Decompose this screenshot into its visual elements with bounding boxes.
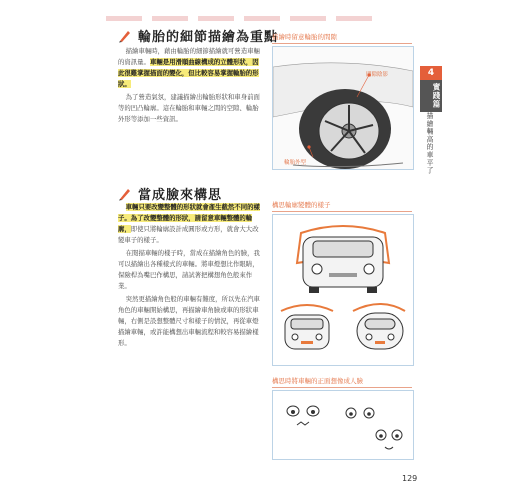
section-title-2 (118, 184, 222, 203)
pen-icon (118, 187, 132, 201)
callout-tire-shape: 輪胎外型 (284, 160, 307, 166)
tire-illustration (272, 46, 414, 170)
highlighted-text: 車輛只要改變整體的形狀就會產生截然不同的樣子。為了改變整體的形狀，請留意車輛整體的輪廓， (118, 203, 260, 233)
page-number: 129 (402, 474, 418, 483)
figure-label-2: 構思輪廓變體的樣子 (272, 200, 412, 212)
section-title-1 (118, 26, 278, 45)
paragraph: 描繪車輛時，藉由輪胎的細節描繪就可營造車輛的資訊量。車輛是用滑順曲線構成的立體形狀，因此很難掌握描面的變化，但比較容易掌握輪胎的形狀。 (118, 47, 260, 88)
paragraph: 在閱描車輛的樣子時，當成在描繪角色的臉，我可以描繪出各種樣式的車輛。將車燈想比作眼睛，保險桿為嘴巴作構思，請試著把構想角色般來作業。 (118, 249, 260, 290)
section-title-2-text: 當成臉來構思 (138, 188, 223, 203)
paragraph: 車輛只要改變整體的形狀就會產生截然不同的樣子。為了改變整體的形狀，請留意車輛整體的輪廓，即使只將輪廓設計成圓形或方形，就會大大改變車子的樣子。 (118, 203, 260, 244)
car-face-illustration (272, 390, 414, 460)
section2-body (118, 202, 260, 351)
highlighted-text: 車輛是用滑順曲線構成的立體形狀，因此很難掌握描面的變化，但比較容易掌握輪胎的形狀。 (118, 58, 259, 88)
chapter-number: 4 (420, 66, 442, 80)
top-decoration-bar (106, 6, 420, 11)
car-silhouette-illustration (272, 214, 414, 366)
chapter-tab[interactable] (420, 66, 442, 112)
chapter-subtitle: 描繪輛高的車平了 (425, 112, 433, 175)
figure-label-1: 描繪時留意輪胎的間隙 (272, 32, 412, 44)
chapter-name: 實踐篇 (420, 80, 442, 112)
callout-gap-shadow: 間隙陰影 (366, 72, 389, 78)
paragraph: 為了營造氣氛，建議描繪出輪胎形狀和車身前面等的凹凸輪廓。這在輪胎和車輛之間的空隙、輪胎外形等添加一些資訊。 (118, 93, 260, 123)
section1-body (118, 46, 260, 127)
paragraph: 突然更描繪角色般的車輛有難度，所以先在汽車角色的車輛開始構思，再描繪車角臉或車的形狀車輛，右側是設想整體尺寸和樣子的情況，再從車燈描繪車輛，或許能構想出車輛流程和較容易描繪樣形。 (118, 295, 260, 347)
figure-label-3: 構思時將車輛的正面想像成人臉 (272, 376, 412, 388)
section-title-1-text: 輪胎的細節描繪為重點 (138, 30, 279, 45)
pen-icon (118, 29, 132, 43)
